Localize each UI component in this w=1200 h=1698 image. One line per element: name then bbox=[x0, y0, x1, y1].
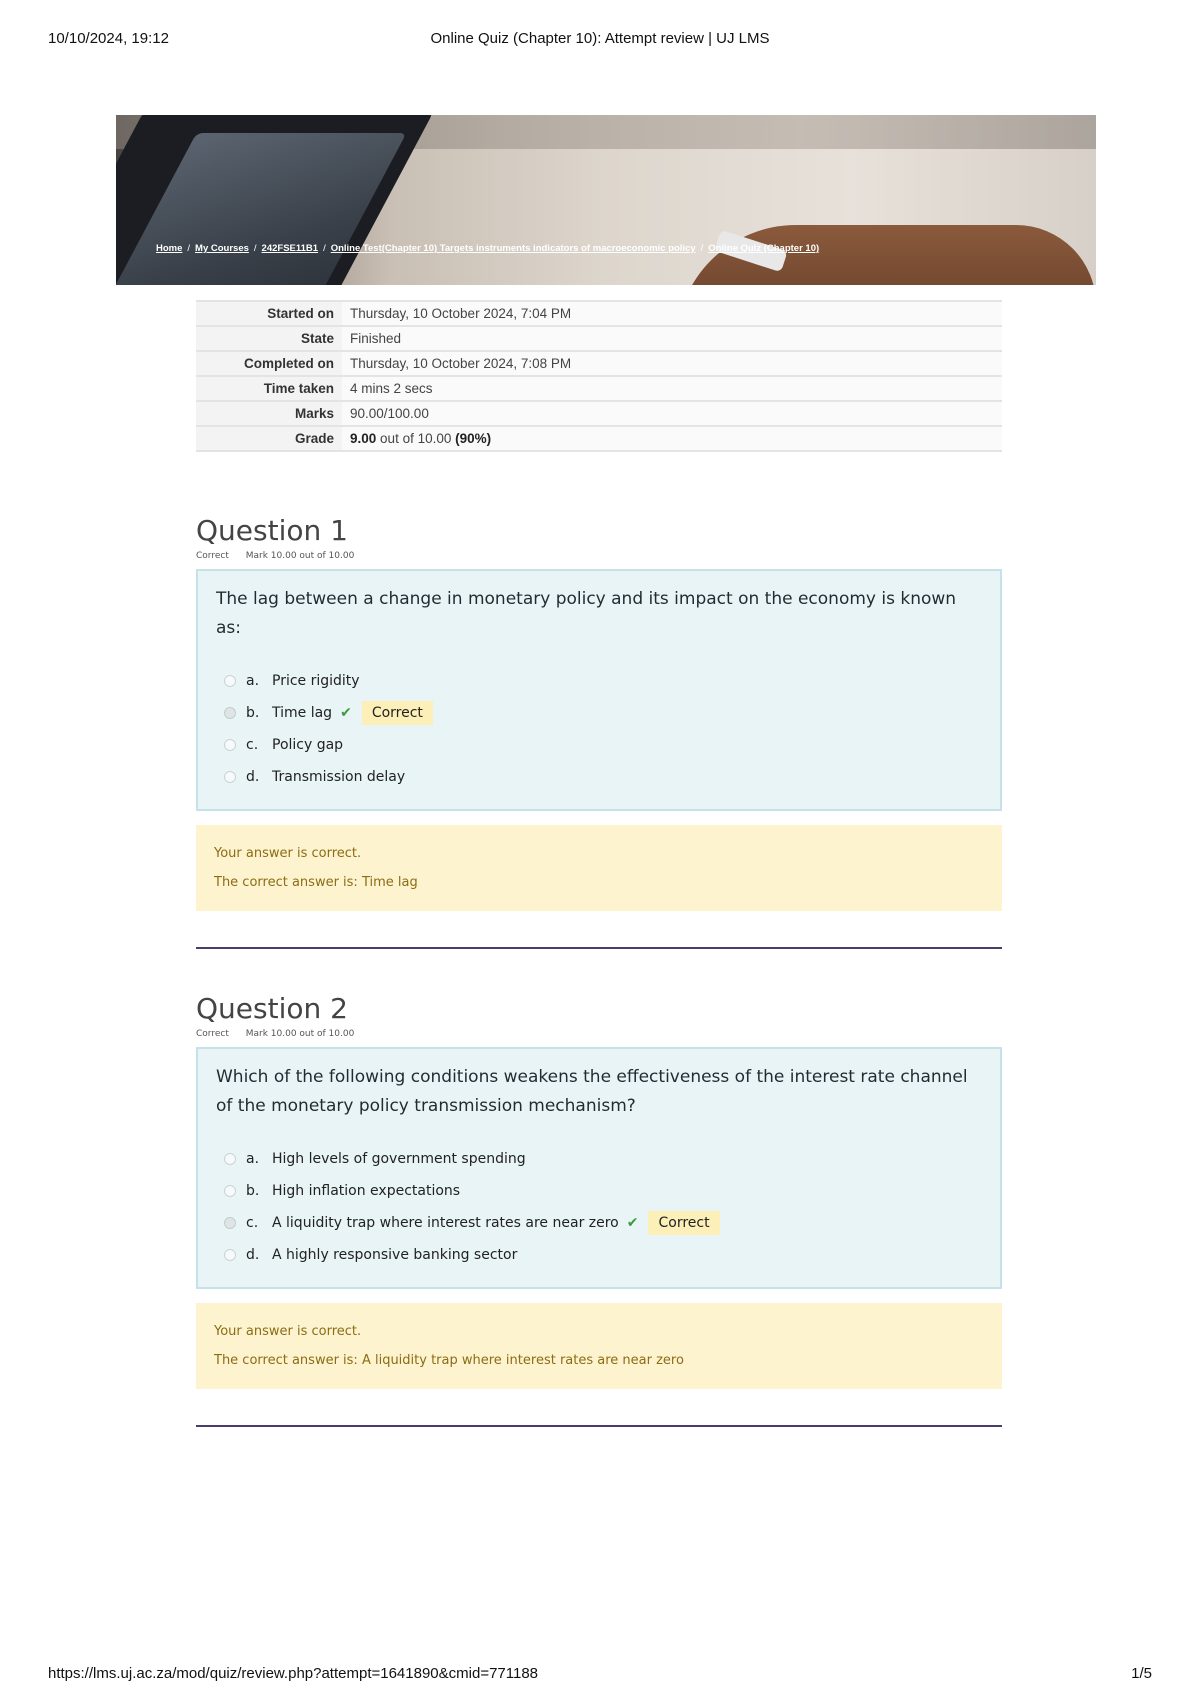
summary-label: Completed on bbox=[196, 351, 342, 376]
print-page-number: 1/5 bbox=[1131, 1665, 1152, 1682]
breadcrumb-separator: / bbox=[323, 243, 326, 254]
answer-letter: a. bbox=[246, 673, 260, 689]
breadcrumb-separator: / bbox=[700, 243, 704, 254]
answer-radio[interactable] bbox=[224, 1153, 236, 1165]
answer-radio-selected[interactable] bbox=[224, 707, 236, 719]
feedback-result: Your answer is correct. bbox=[214, 1324, 362, 1339]
answer-radio-selected[interactable] bbox=[224, 1217, 236, 1229]
answer-text: A highly responsive banking sector bbox=[272, 1247, 518, 1263]
breadcrumb-home[interactable]: Home bbox=[156, 243, 183, 254]
summary-label: Time taken bbox=[196, 376, 342, 401]
question-status: Correct bbox=[196, 551, 229, 561]
question-status: Correct bbox=[196, 1029, 229, 1039]
summary-row bbox=[196, 301, 1002, 326]
print-header bbox=[48, 30, 1152, 52]
summary-row bbox=[196, 376, 1002, 401]
summary-value: Thursday, 10 October 2024, 7:08 PM bbox=[342, 351, 1002, 376]
breadcrumb-separator: / bbox=[187, 243, 191, 254]
answer-option-selected bbox=[216, 1207, 982, 1239]
question-box bbox=[196, 1047, 1002, 1289]
answer-letter: b. bbox=[246, 1183, 260, 1199]
print-date: 10/10/2024, 19:12 bbox=[48, 30, 169, 47]
answer-text: High inflation expectations bbox=[272, 1183, 461, 1199]
answer-letter: c. bbox=[246, 1215, 259, 1231]
summary-label: State bbox=[196, 326, 342, 351]
summary-row bbox=[196, 401, 1002, 426]
grade-label: Grade bbox=[196, 426, 342, 451]
answer-radio[interactable] bbox=[224, 1249, 236, 1261]
answer-letter: a. bbox=[246, 1151, 260, 1167]
answer-letter: d. bbox=[246, 769, 260, 785]
breadcrumb-section[interactable]: Online Test(Chapter 10) Targets instruments indicators of macroeconomic policy bbox=[330, 243, 696, 254]
question-box bbox=[196, 569, 1002, 811]
answer-text: Transmission delay bbox=[272, 769, 406, 785]
answer-text: Time lag bbox=[272, 705, 333, 721]
correct-badge: Correct bbox=[362, 701, 433, 725]
feedback-box bbox=[196, 1303, 1002, 1389]
answer-radio[interactable] bbox=[224, 771, 236, 783]
question-title: Question 1 bbox=[196, 514, 348, 547]
page-banner bbox=[116, 115, 1096, 285]
feedback-result: Your answer is correct. bbox=[214, 846, 362, 861]
question-mark: Mark 10.00 out of 10.00 bbox=[245, 1029, 355, 1039]
attempt-summary-table bbox=[196, 300, 1002, 452]
answer-letter: c. bbox=[246, 737, 259, 753]
grade-score: 9.00 bbox=[350, 431, 377, 446]
answer-letter: b. bbox=[246, 705, 260, 721]
feedback-box bbox=[196, 825, 1002, 911]
breadcrumb bbox=[156, 243, 1076, 254]
answer-text: Policy gap bbox=[272, 737, 344, 753]
answer-option-selected bbox=[216, 697, 982, 729]
question-info bbox=[196, 551, 1002, 563]
summary-value: Finished bbox=[342, 326, 1002, 351]
answer-option bbox=[216, 761, 982, 793]
breadcrumb-my-courses[interactable]: My Courses bbox=[195, 243, 249, 254]
answer-option bbox=[216, 1143, 982, 1175]
question-text: The lag between a change in monetary policy and its impact on the economy is known as: bbox=[216, 589, 957, 638]
answer-list bbox=[216, 1143, 982, 1271]
answer-radio[interactable] bbox=[224, 1185, 236, 1197]
grade-value bbox=[342, 426, 1002, 451]
answer-radio[interactable] bbox=[224, 739, 236, 751]
grade-percent: (90%) bbox=[455, 431, 492, 446]
summary-value: Thursday, 10 October 2024, 7:04 PM bbox=[342, 301, 1002, 326]
answer-option bbox=[216, 729, 982, 761]
check-icon: ✔ bbox=[626, 1215, 639, 1231]
breadcrumb-separator: / bbox=[253, 243, 257, 254]
check-icon: ✔ bbox=[340, 705, 352, 721]
feedback-correct-answer: The correct answer is: Time lag bbox=[214, 875, 418, 890]
breadcrumb-course[interactable]: 242FSE11B1 bbox=[261, 243, 319, 254]
answer-option bbox=[216, 665, 982, 697]
question-text: Which of the following conditions weakens the effectiveness of the interest rate channel of the monetary policy transmission mechanism? bbox=[216, 1067, 968, 1116]
question-divider bbox=[196, 1425, 1002, 1427]
question-info bbox=[196, 1029, 1002, 1041]
summary-value: 90.00/100.00 bbox=[342, 401, 1002, 426]
feedback-correct-answer: The correct answer is: A liquidity trap where interest rates are near zero bbox=[214, 1353, 684, 1368]
answer-radio[interactable] bbox=[224, 675, 236, 687]
answer-letter: d. bbox=[246, 1247, 260, 1263]
summary-row bbox=[196, 351, 1002, 376]
question-mark: Mark 10.00 out of 10.00 bbox=[245, 551, 355, 561]
summary-value: 4 mins 2 secs bbox=[342, 376, 1002, 401]
print-url: https://lms.uj.ac.za/mod/quiz/review.php?attempt=1641890&cmid=771188 bbox=[48, 1665, 539, 1682]
question-2 bbox=[196, 992, 1002, 1427]
question-divider bbox=[196, 947, 1002, 949]
summary-row-grade bbox=[196, 426, 1002, 451]
summary-row bbox=[196, 326, 1002, 351]
breadcrumb-quiz[interactable]: Online Quiz (Chapter 10) bbox=[708, 243, 820, 254]
answer-text: High levels of government spending bbox=[272, 1151, 526, 1167]
summary-label: Marks bbox=[196, 401, 342, 426]
answer-text: A liquidity trap where interest rates are near zero bbox=[272, 1215, 619, 1231]
answer-option bbox=[216, 1175, 982, 1207]
correct-badge: Correct bbox=[648, 1211, 719, 1235]
print-title: Online Quiz (Chapter 10): Attempt review | UJ LMS bbox=[430, 30, 770, 47]
answer-list bbox=[216, 665, 982, 793]
question-1 bbox=[196, 514, 1002, 949]
grade-out-of: out of 10.00 bbox=[380, 431, 452, 446]
answer-option bbox=[216, 1239, 982, 1271]
summary-label: Started on bbox=[196, 301, 342, 326]
answer-text: Price rigidity bbox=[272, 673, 360, 689]
question-title: Question 2 bbox=[196, 992, 348, 1025]
